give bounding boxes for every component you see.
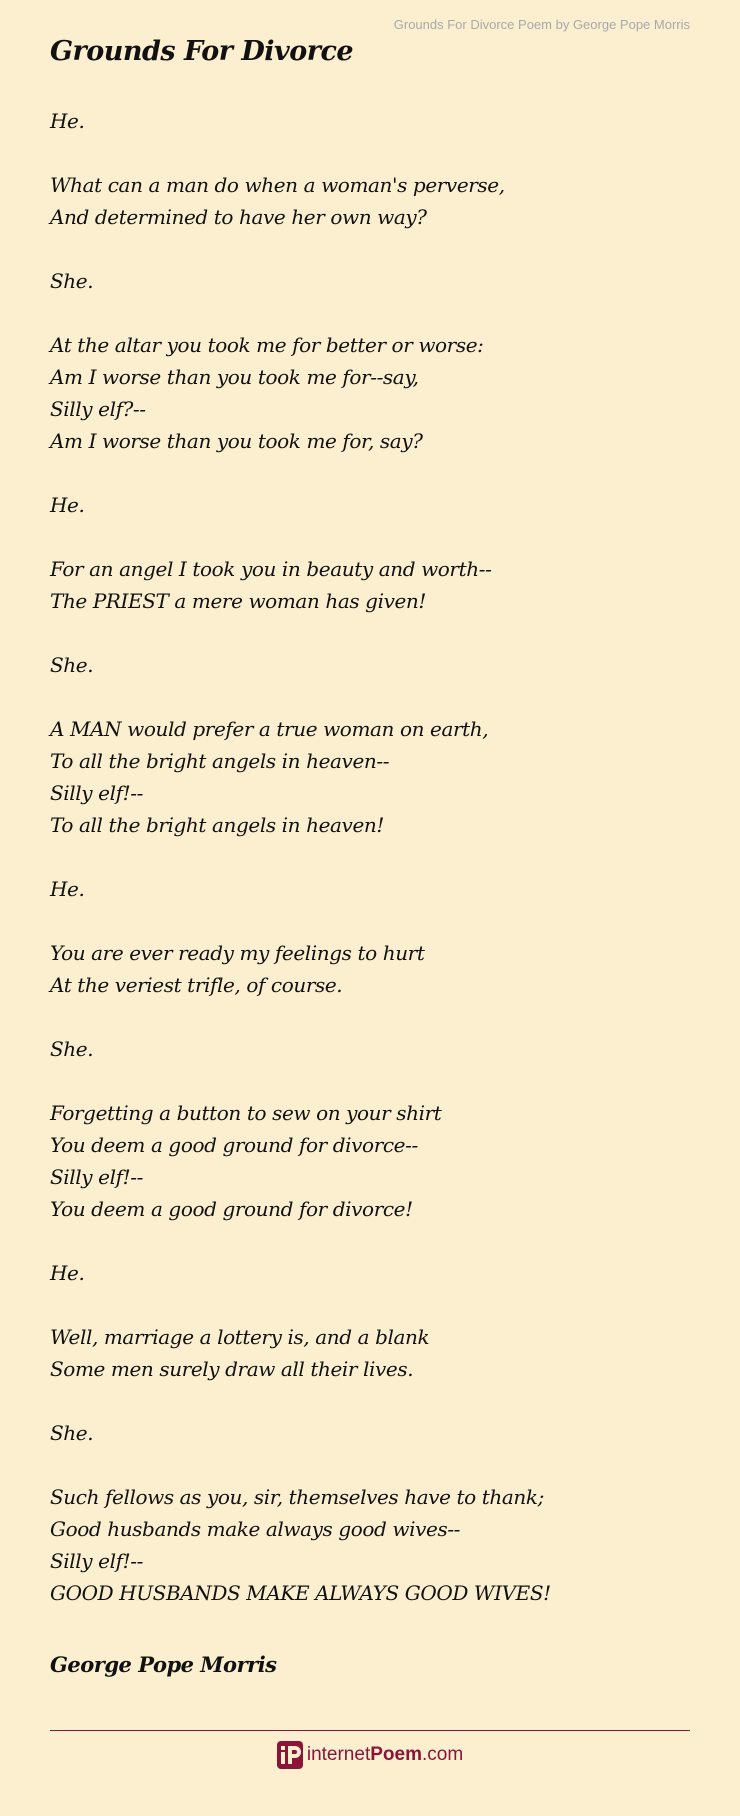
poem-line: You deem a good ground for divorce! [50, 1197, 413, 1221]
poem-line: You deem a good ground for divorce-- [50, 1133, 418, 1157]
divider [50, 1730, 690, 1731]
poem-stanza [50, 169, 700, 233]
poem-stanza [50, 713, 700, 841]
poem-stanza [50, 1417, 700, 1449]
poem-line: GOOD HUSBANDS MAKE ALWAYS GOOD WIVES! [50, 1581, 551, 1605]
poem-line: Silly elf!-- [50, 781, 143, 805]
poem-body [50, 105, 700, 1641]
poem-line: She. [50, 1037, 94, 1061]
poem-line: And determined to have her own way? [50, 205, 427, 229]
poem-line: He. [50, 1261, 85, 1285]
poem-line: He. [50, 109, 85, 133]
poem-line: Silly elf!-- [50, 1165, 143, 1189]
poem-line: She. [50, 269, 94, 293]
poem-line: Forgetting a button to sew on your shirt [50, 1101, 442, 1125]
site-logo[interactable] [0, 1741, 740, 1769]
poem-stanza [50, 105, 700, 137]
poem-line: Some men surely draw all their lives. [50, 1357, 414, 1381]
poem-line: He. [50, 493, 85, 517]
poem-stanza [50, 873, 700, 905]
poem-line: Silly elf!-- [50, 1549, 143, 1573]
poem-author[interactable]: George Pope Morris [50, 1652, 277, 1677]
poem-line: Well, marriage a lottery is, and a blank [50, 1325, 430, 1349]
poem-stanza [50, 937, 700, 1001]
poem-line: For an angel I took you in beauty and worth-- [50, 557, 492, 581]
poem-title: Grounds For Divorce [50, 36, 354, 67]
poem-line: She. [50, 653, 94, 677]
poem-line: He. [50, 877, 85, 901]
poem-stanza [50, 489, 700, 521]
poem-line: She. [50, 1421, 94, 1445]
poem-line: The PRIEST a mere woman has given! [50, 589, 427, 613]
poem-line: To all the bright angels in heaven! [50, 813, 384, 837]
poem-line: At the altar you took me for better or worse: [50, 333, 484, 357]
poem-line: To all the bright angels in heaven-- [50, 749, 390, 773]
ip-logo-icon [277, 1741, 303, 1769]
poem-stanza [50, 1257, 700, 1289]
poem-line: You are ever ready my feelings to hurt [50, 941, 425, 965]
poem-stanza [50, 553, 700, 617]
poem-line: Good husbands make always good wives-- [50, 1517, 461, 1541]
poem-stanza [50, 329, 700, 457]
poem-stanza [50, 265, 700, 297]
poem-line: At the veriest trifle, of course. [50, 973, 343, 997]
poem-line: What can a man do when a woman's perverse, [50, 173, 505, 197]
poem-line: Such fellows as you, sir, themselves have to thank; [50, 1485, 544, 1509]
header-credit: Grounds For Divorce Poem by George Pope Morris [393, 17, 690, 32]
poem-line: Am I worse than you took me for, say? [50, 429, 423, 453]
poem-stanza [50, 1033, 700, 1065]
poem-stanza [50, 649, 700, 681]
poem-stanza [50, 1481, 700, 1609]
poem-line: Silly elf?-- [50, 397, 146, 421]
poem-line: Am I worse than you took me for--say, [50, 365, 419, 389]
poem-stanza [50, 1321, 700, 1385]
poem-stanza [50, 1097, 700, 1225]
poem-line: A MAN would prefer a true woman on earth, [50, 717, 489, 741]
logo-text: internetPoem.com [306, 1744, 464, 1765]
